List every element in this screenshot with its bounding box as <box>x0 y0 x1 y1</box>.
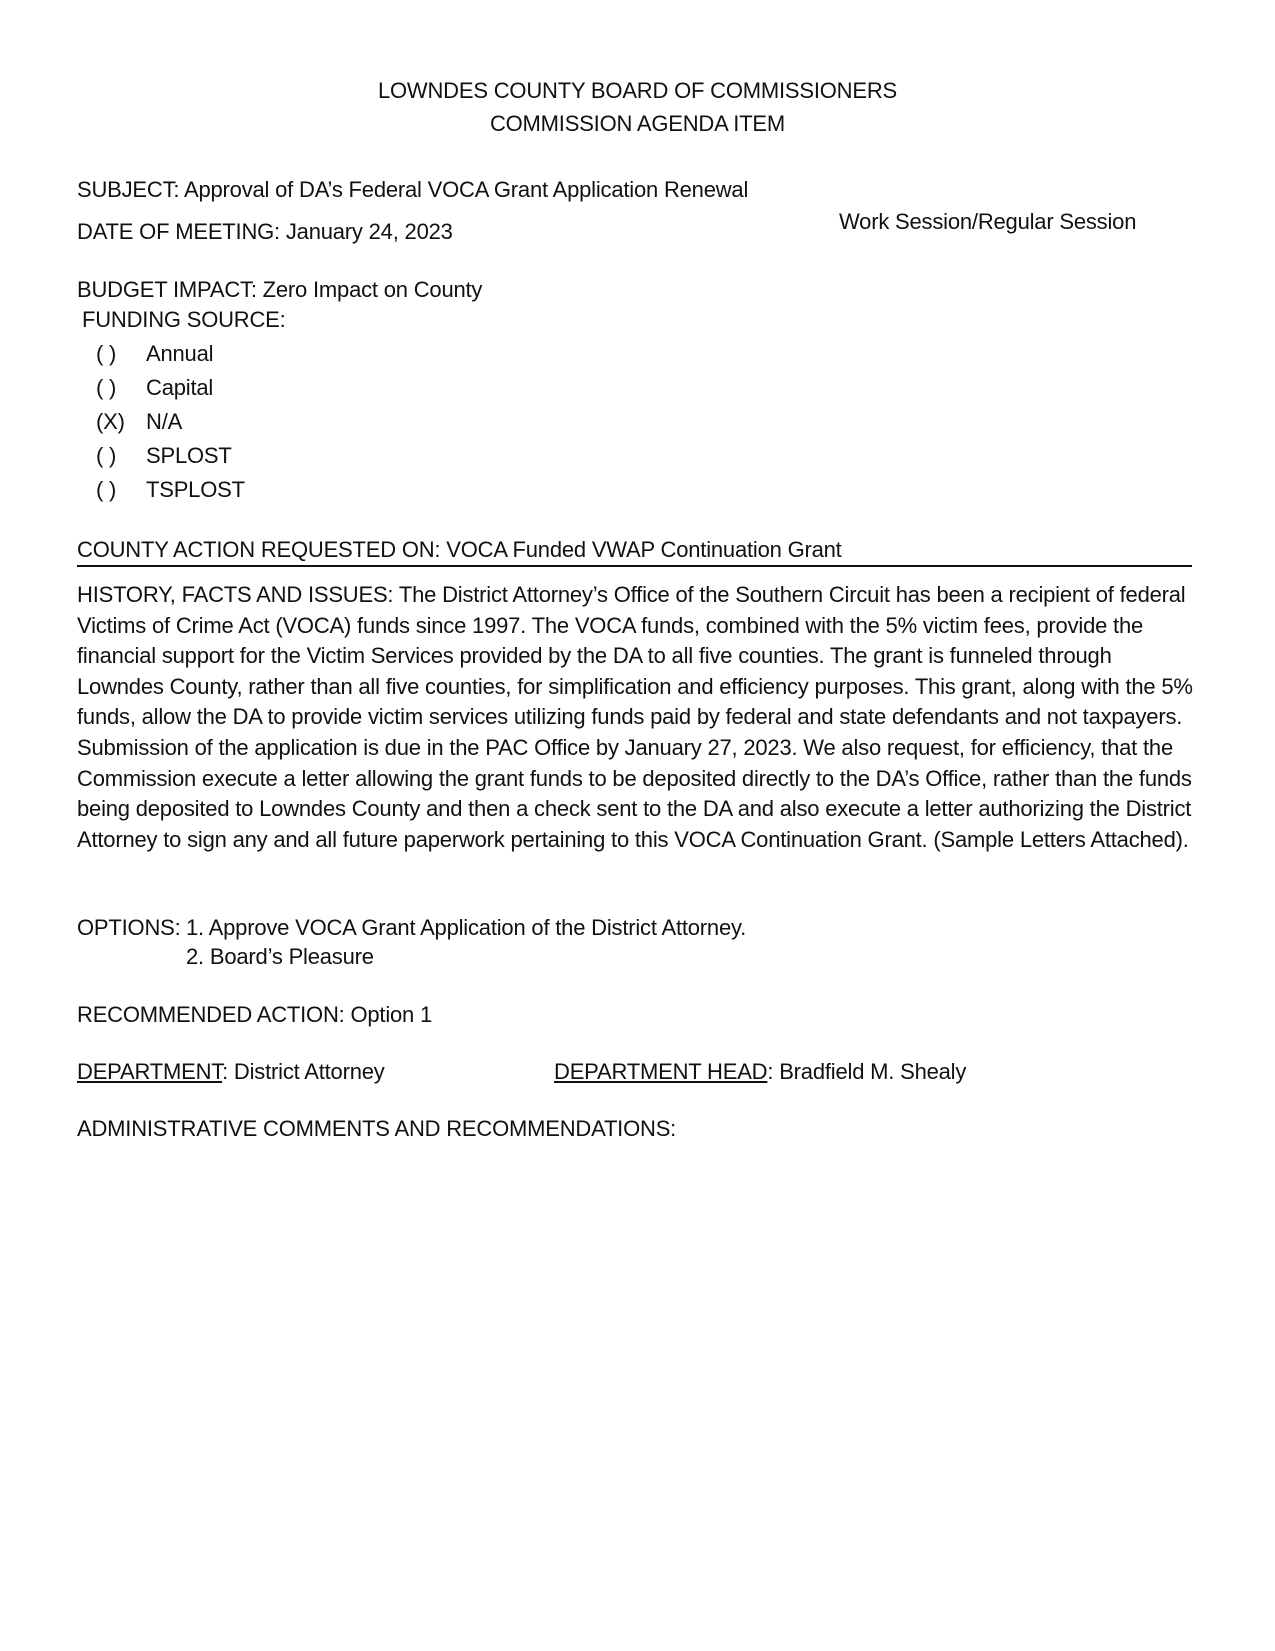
department-head <box>554 1059 966 1085</box>
funding-option-mark: (X) <box>96 409 125 434</box>
options-label: OPTIONS: <box>77 915 181 940</box>
department-head-value: : Bradfield M. Shealy <box>767 1059 967 1084</box>
funding-source-label: FUNDING SOURCE: <box>82 307 286 332</box>
funding-option-label: Annual <box>146 341 214 366</box>
funding-option-mark: ( ) <box>96 375 117 400</box>
section-divider <box>77 565 1192 567</box>
recommended-action: RECOMMENDED ACTION: Option 1 <box>77 1002 433 1027</box>
funding-option-label: N/A <box>146 409 183 434</box>
subject-line: SUBJECT: Approval of DA’s Federal VOCA Grant Application Renewal <box>77 177 749 202</box>
option-item: 2. Board’s Pleasure <box>186 944 374 969</box>
agenda-item-title: COMMISSION AGENDA ITEM <box>489 111 786 136</box>
funding-option-label: SPLOST <box>146 443 232 468</box>
funding-option-mark: ( ) <box>96 341 117 366</box>
board-title: LOWNDES COUNTY BOARD OF COMMISSIONERS <box>377 78 898 103</box>
session-type: Work Session/Regular Session <box>839 209 1137 234</box>
department-label: DEPARTMENT <box>77 1059 223 1084</box>
department <box>77 1059 385 1085</box>
meeting-date: DATE OF MEETING: January 24, 2023 <box>77 219 453 244</box>
budget-impact: BUDGET IMPACT: Zero Impact on County <box>77 277 483 302</box>
administrative-comments: ADMINISTRATIVE COMMENTS AND RECOMMENDATIONS: <box>77 1116 677 1141</box>
department-value: : District Attorney <box>222 1059 385 1084</box>
funding-option-mark: ( ) <box>96 477 117 502</box>
funding-option-label: TSPLOST <box>146 477 245 502</box>
option-item: 1. Approve VOCA Grant Application of the District Attorney. <box>186 915 747 940</box>
funding-option-label: Capital <box>146 375 214 400</box>
history-facts-issues: HISTORY, FACTS AND ISSUES: The District Attorney’s Office of the Southern Circuit has been a recipient of federal Victims of Crime Act (VOCA) funds since 1997. The VOCA funds, combined with the 5% victim fees, provide the financial support for the Victim Services provided by the DA to all five counties. The grant is funneled through Lowndes County, rather than all five counties, for simplification and efficiency purposes. This grant, along with the 5% funds, allow the DA to provide victim services utilizing funds paid by federal and state defendants and not taxpayers. Submission of the application is due in the PAC Office by January 27, 2023. We also request, for efficiency, that the Commission execute a letter allowing the grant funds to be deposited directly to the DA’s Office, rather than the funds being deposited to Lowndes County and then a check sent to the DA and also execute a letter authorizing the District Attorney to sign any and all future paperwork pertaining to this VOCA Continuation Grant. (Sample Letters Attached). <box>77 582 1193 852</box>
department-head-label: DEPARTMENT HEAD <box>554 1059 768 1084</box>
county-action-requested: COUNTY ACTION REQUESTED ON: VOCA Funded VWAP Continuation Grant <box>77 537 842 562</box>
funding-option-mark: ( ) <box>96 443 117 468</box>
